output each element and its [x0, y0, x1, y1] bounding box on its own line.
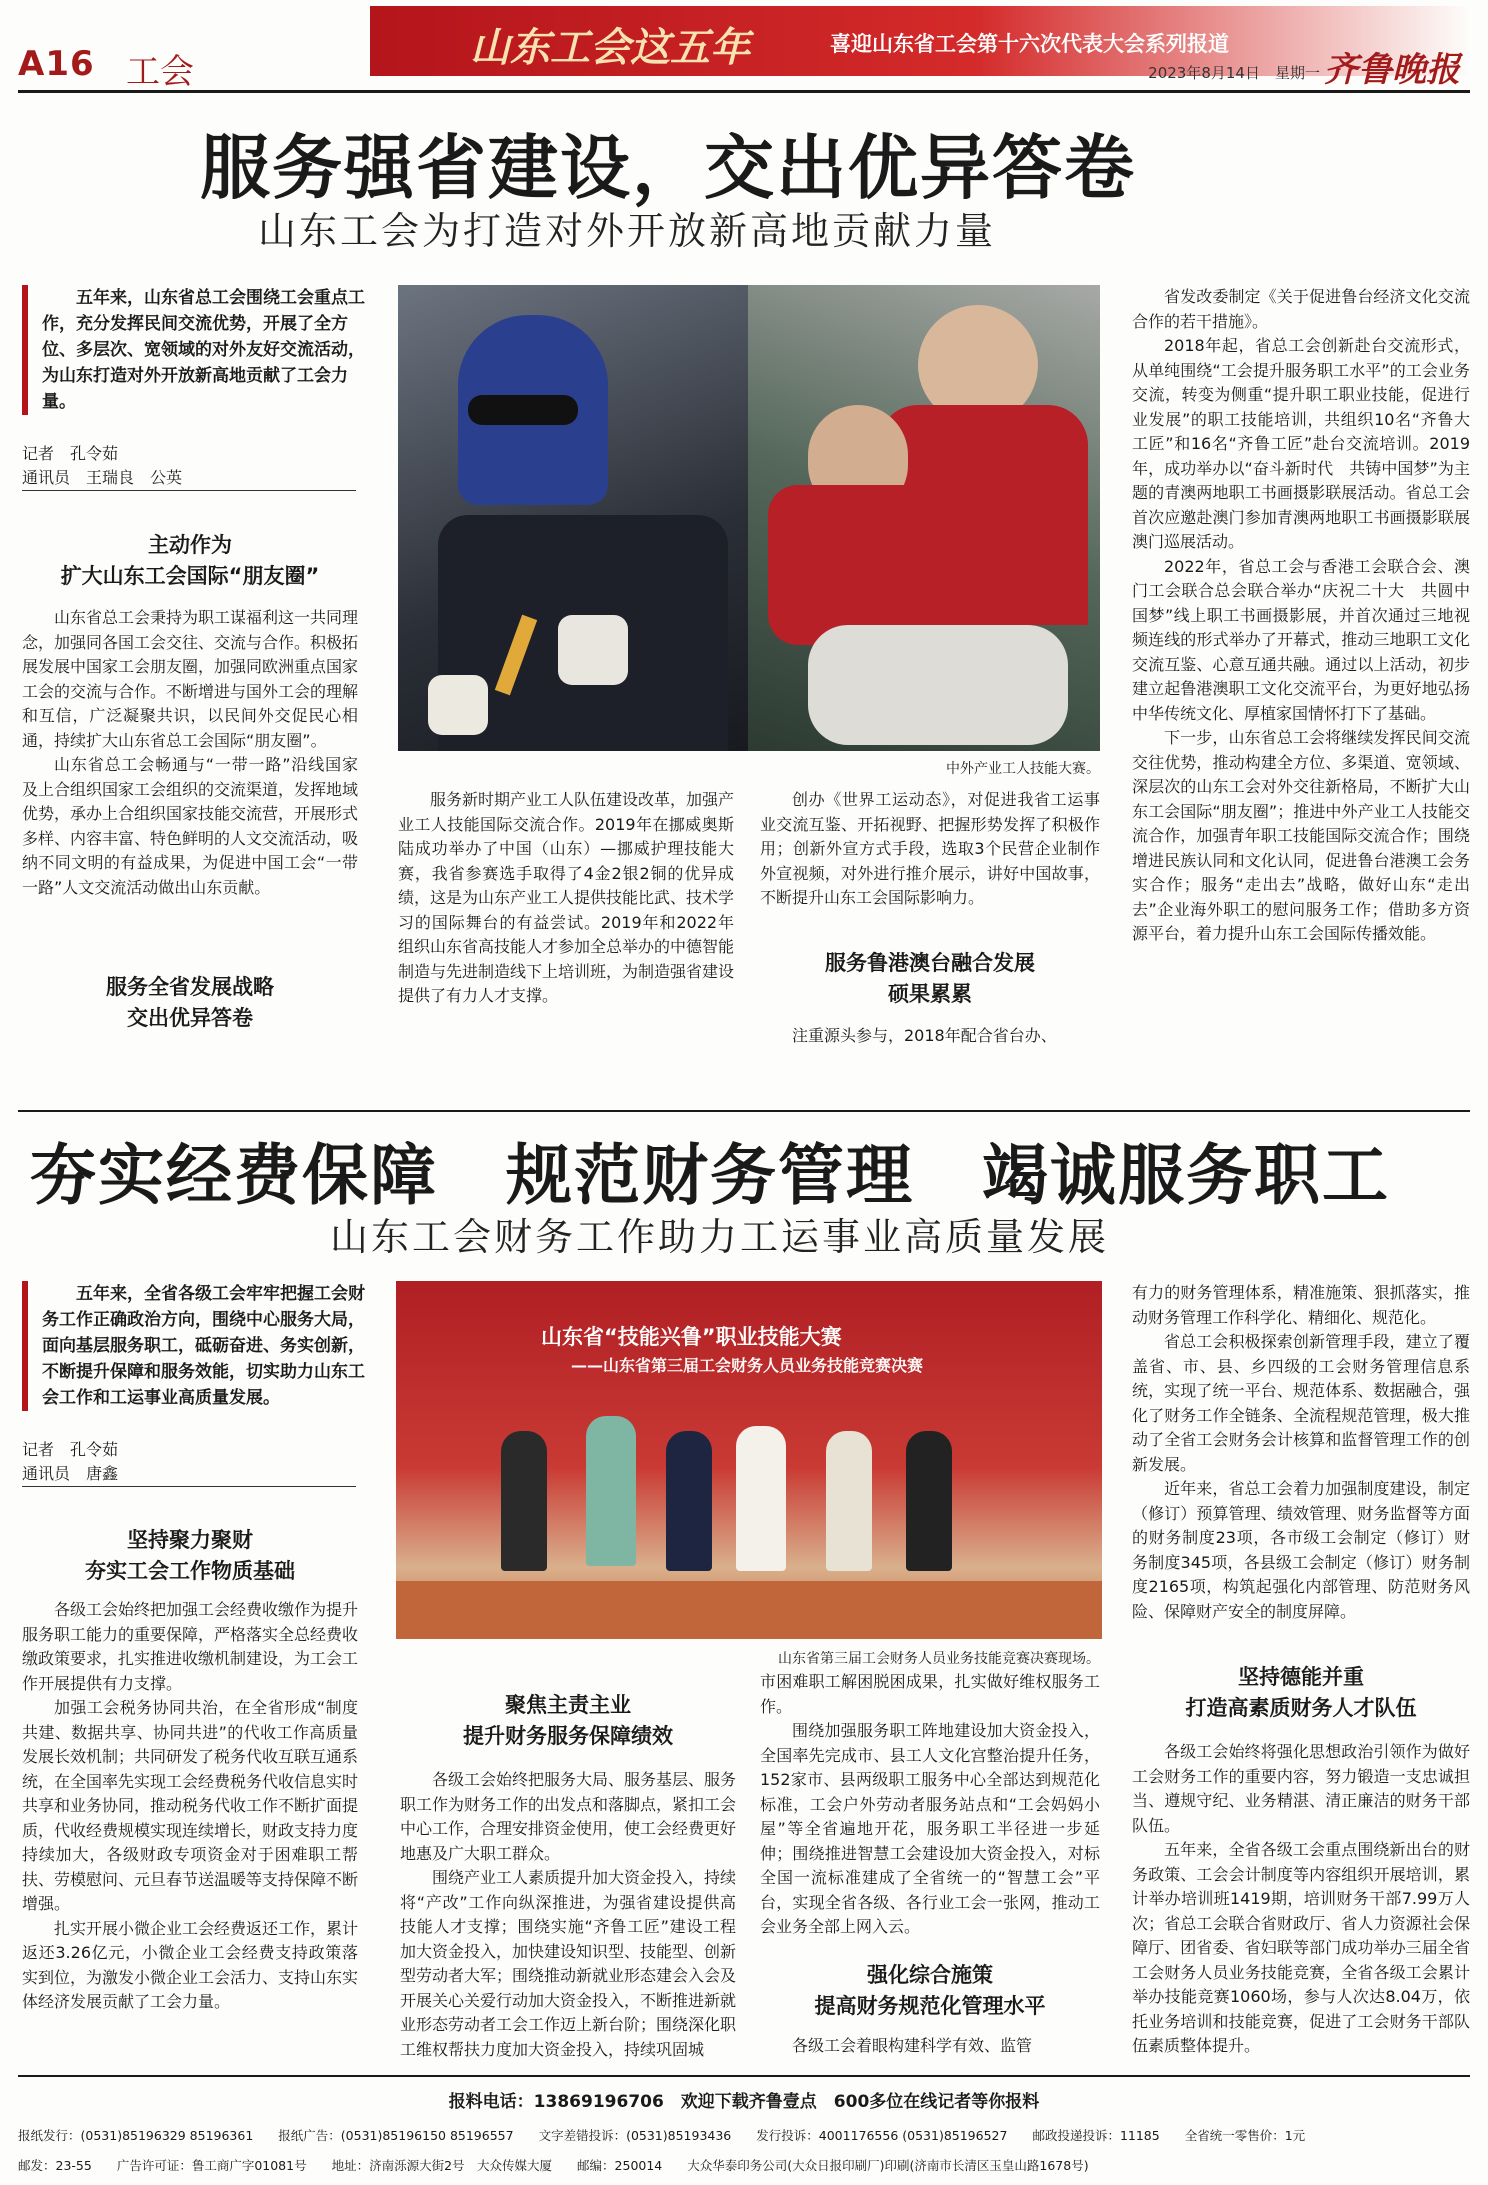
- article1-column-1: 山东省总工会秉持为职工谋福利这一共同理念，加强同各国工会交往、交流与合作。积极拓展发展中国家工会朋友圈，加强同欧洲重点国家工会的交流与合作。不断增进与国外工会的理解和互信，广泛凝聚共识，以民间外交促民心相通，持续扩大山东省总工会国际“朋友圈”。 山东省总工会畅通与“一带一路”沿线国家及上合组织国家工会组织的交流渠道，发挥地域优势，承办上合组织国家技能交流营，开展形式多样、内容丰富、特色鲜明的人文交流活动，吸纳不同文明的有益成果，为促进中国工会“一带一路”人文交流活动做出山东贡献。: [22, 608, 359, 897]
- photo-banner-line-1: 山东省“技能兴鲁”职业技能大赛: [541, 1325, 842, 1349]
- article2-subhead-1: 坚持聚力聚财 夯实工会工作物质基础: [85, 1528, 295, 1583]
- page-footer: [18, 2075, 1470, 2174]
- article2-column-4b: 各级工会始终将强化思想政治引领作为做好工会财务工作的重要内容，努力锻造一支忠诚担当、遵规守纪、业务精湛、清正廉洁的财务干部队伍。 五年来，全省各级工会重点围绕新出台的财务政策、工会会计制度等内容组织开展培训，累计举办培训班1419期，培训财务干部7.99万人次；省总工会联合省财政厅、省人力资源社会保障厅、团省委、省妇联等部门成功举办三届全省工会财务人员业务技能竞赛，全省各级工会累计举办技能竞赛1060场，参与人次达8.04万，依托业务培训和技能竞赛，促进了工会财务干部队伍素质整体提升。: [1132, 1742, 1470, 2055]
- article1-lead: 五年来，山东省总工会围绕工会重点工作，充分发挥民间交流优势，开展了全方位、多层次、宽领域的对外友好交流活动，为山东打造对外开放新高地贡献了工会力量。: [22, 285, 378, 415]
- article2-subhead-2: 聚焦主责主业 提升财务服务保障绩效: [463, 1693, 673, 1748]
- issue-date: 2023年8月14日 星期一: [1148, 64, 1320, 82]
- article2-column-1: 各级工会始终把加强工会经费收缴作为提升服务职工能力的重要保障，严格落实全总经费收缴政策要求，扎实推进收缴机制建设，为工会工作开展提供有力支撑。 加强工会税务协同共治，在全省形成“制度共建、数据共享、协同共进”的代收工作高质量发展长效机制；共同研发了税务代收互联互通系统，在全国率先实现工会经费税务代收信息实时共享和业务协同，推动税务代收工作不断扩面提质，代收经费规模实现连续增长，财政支持力度持续加大，各级财政专项资金对于困难职工帮扶、劳模慰问、元旦春节送温暖等支持保障不断增强。 扎实开展小微企业工会经费返还工作，累计返还3.26亿元，小微企业工会经费支持政策落实到位，为激发小微企业工会活力、支持山东实体经济发展贡献了工会力量。: [22, 1600, 359, 2011]
- photo-nursing: [748, 285, 1100, 751]
- page-header: [18, 6, 1470, 93]
- article2-subhead-4: 坚持德能并重 打造高素质财务人才队伍: [1185, 1665, 1417, 1720]
- article2-lead: 五年来，全省各级工会牢牢把握工会财务工作正确政治方向，围绕中心服务大局，面向基层服务职工，砥砺奋进、务实创新，不断提升保障和服务效能，切实助力山东工会工作和工运事业高质量发展。: [22, 1281, 378, 1411]
- article1-column-2: 服务新时期产业工人队伍建设改革，加强产业工人技能国际交流合作。2019年在挪威奥斯陆成功举办了中国（山东）—挪威护理技能大赛，我省参赛选手取得了4金2银2铜的优异成绩，这是为山东产业工人提供技能比武、技术学习的国际舞台的有益尝试。2019年和2022年组织山东省高技能人才参加全总举办的中德智能制造与先进制造线下上培训班，为制造强省建设提供了有力人才支撑。: [398, 790, 735, 1005]
- article1-subhead-2: 服务全省发展战略 交出优异答卷: [106, 975, 274, 1030]
- article-divider: [18, 1110, 1470, 1112]
- footer-contacts: 报纸发行：(0531)85196329 85196361 报纸广告：(0531)85196150 85196557 文字差错投诉：(0531)85193436 发行投诉：4001176556 (0531)85196527 邮政投递投诉：11185 全省统一零售价：1元: [18, 2128, 1306, 2143]
- article2-column-4: 有力的财务管理体系，精准施策、狠抓落实，推动财务管理工作科学化、精细化、规范化。 省总工会积极探索创新管理手段，建立了覆盖省、市、县、乡四级的工会财务管理信息系统，实现了统一平台、规范体系、数据融合，强化了财务工作全链条、全流程规范管理，极大推动了全省工会财务会计核算和监督管理工作的创新发展。 近年来，省总工会着力加强制度建设，制定（修订）预算管理、绩效管理、财务监督等方面的财务制度23项，各市级工会制定（修订）财务制度345项，各县级工会制定（修订）财务制度2165项，构筑起强化内部管理、防范财务风险、保障财产安全的制度屏障。: [1132, 1283, 1470, 1621]
- newspaper-logo: 齐鲁晚报: [1324, 50, 1460, 90]
- article1-subhead-1: 主动作为 扩大山东工会国际“朋友圈”: [60, 533, 320, 588]
- page-number: A16: [18, 44, 95, 84]
- article1-subheadline: 山东工会为打造对外开放新高地贡献力量: [258, 209, 997, 253]
- banner-title: 山东工会这五年: [470, 24, 750, 71]
- article2-column-3: 市困难职工解困脱困成果，扎实做好维权服务工作。 围绕加强服务职工阵地建设加大资金投入，全国率先完成市、县工人文化宫整治提升任务，152家市、县两级职工服务中心全部达到规范化标准，工会户外劳动者服务站点和“工会妈妈小屋”等全省遍地开花，服务职工半径进一步延伸；围绕推进智慧工会建设加大资金投入，对标全国一流标准建成了全省统一的“智慧工会”平台，实现全省各级、各行业工会一张网，推动工会业务全部上网入云。: [760, 1672, 1100, 1936]
- photo-banner-line-2: ——山东省第三届工会财务人员业务技能竞赛决赛: [571, 1356, 924, 1375]
- article2-subheadline: 山东工会财务工作助力工运事业高质量发展: [330, 1215, 1110, 1259]
- article1-column-3: 创办《世界工运动态》，对促进我省工运事业交流互鉴、开拓视野、把握形势发挥了积极作用；创新外宣方式手段，选取3个民营企业制作外宣视频，对外进行推介展示，讲好中国故事，不断提升山东工会国际影响力。: [760, 790, 1100, 907]
- article1-byline: 记者 孔令茹 通讯员 王瑞良 公英: [22, 442, 356, 491]
- footer-tipline: 报料电话：13869196706 欢迎下载齐鲁壹点 600多位在线记者等你报料: [448, 2092, 1040, 2112]
- article2-photo-caption: 山东省第三届工会财务人员业务技能竞赛决赛现场。: [778, 1651, 1100, 1667]
- section-name: 工会: [126, 52, 194, 92]
- article2-headline: 夯实经费保障 规范财务管理 竭诚服务职工: [30, 1136, 1390, 1214]
- article1-photo-caption: 中外产业工人技能大赛。: [946, 761, 1100, 777]
- article1-headline: 服务强省建设，交出优异答卷: [200, 126, 1136, 209]
- article1-column-3-tail: 注重源头参与，2018年配合省台办、: [792, 1026, 1057, 1045]
- footer-publisher-info: 邮发：23-55 广告许可证：鲁工商广字01081号 地址：济南泺源大街2号 大众传媒大厦 邮编：250014 大众华泰印务公司(大众日报印刷厂)印刷(济南市长清区玉皇山路1678号): [18, 2158, 1089, 2173]
- article1-subhead-3: 服务鲁港澳台融合发展 硕果累累: [825, 951, 1035, 1006]
- article2-subhead-3: 强化综合施策 提高财务规范化管理水平: [814, 1963, 1046, 2018]
- banner-subtitle: 喜迎山东省工会第十六次代表大会系列报道: [830, 32, 1229, 56]
- article1-column-4: 省发改委制定《关于促进鲁台经济文化交流合作的若干措施》。 2018年起，省总工会创新赴台交流形式，从单纯围绕“工会提升服务职工水平”的工会业务交流，转变为侧重“提升职工职业技能，促进行业发展”的职工技能培训，共组织10名“齐鲁大工匠”和16名“齐鲁工匠”赴台交流培训。2019年，成功举办以“奋斗新时代 共铸中国梦”为主题的青澳两地职工书画摄影联展活动。省总工会首次应邀赴澳门参加青澳两地职工书画摄影联展澳门巡展活动。 2022年，省总工会与香港工会联合会、澳门工会联合总会联合举办“庆祝二十大 共圆中国梦”线上职工书画摄影展，并首次通过三地视频连线的形式举办了开幕式，推动三地职工文化交流互鉴、心意互通共融。通过以上活动，初步建立起鲁港澳职工文化交流平台，为更好地弘扬中华传统文化、厚植家国情怀打下了基础。 下一步，山东省总工会将继续发挥民间交流交往优势，推动构建全方位、多渠道、宽领域、深层次的山东工会对外交往新格局，不断扩大山东工会国际“朋友圈”；推进中外产业工人技能交流合作，加强青年职工技能国际交流合作；围绕增进民族认同和文化认同，促进鲁台港澳工会务实合作；服务“走出去”战略，做好山东“走出去”企业海外职工的慰问服务工作；借助多方资源平台，着力提升山东工会国际传播效能。: [1132, 287, 1470, 943]
- photo-award-ceremony: [396, 1281, 1102, 1639]
- photo-welder: [398, 285, 748, 751]
- article2-column-2: 各级工会始终把服务大局、服务基层、服务职工作为财务工作的出发点和落脚点，紧扣工会中心工作，合理安排资金使用，使工会经费更好地惠及广大职工群众。 围绕产业工人素质提升加大资金投入，持续将“产改”工作向纵深推进，为强省建设提供高技能人才支撑；围绕实施“齐鲁工匠”建设工程加大资金投入，加快建设知识型、技能型、创新型劳动者大军；围绕推动新就业形态建会入会及开展关心关爱行动加大资金投入，不断推进新就业形态劳动者工会工作迈上新台阶；围绕深化职工维权帮扶力度加大资金投入，持续巩固城: [400, 1770, 737, 2059]
- article2-column-3-tail: 各级工会着眼构建科学有效、监管: [792, 2036, 1033, 2055]
- article2-byline: 记者 孔令茹 通讯员 唐鑫: [22, 1438, 356, 1487]
